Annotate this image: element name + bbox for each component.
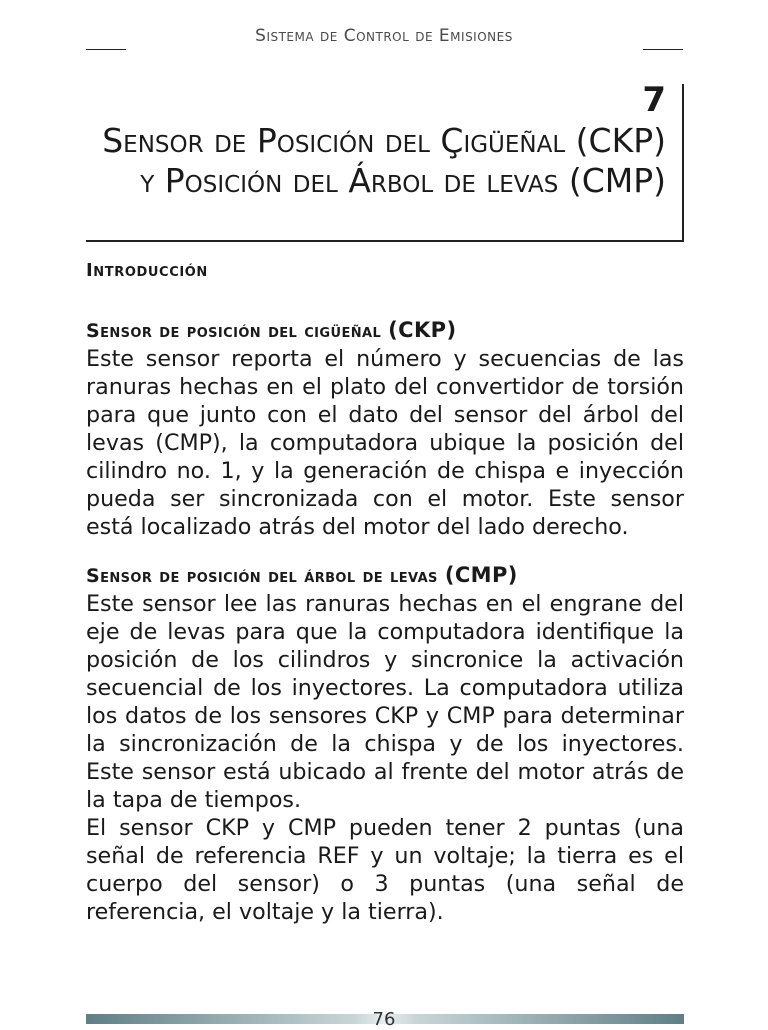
chapter-header <box>86 80 684 240</box>
header-rule-left <box>86 49 126 50</box>
header-rule-right <box>643 49 683 50</box>
page-number: 76 <box>372 1009 396 1030</box>
page-body <box>86 256 684 926</box>
chapter-rule <box>86 240 684 242</box>
running-head: Sistema de Control de Emisiones <box>255 26 513 46</box>
subheading-ckp-text: Sensor de posición del cigüeñal <box>86 320 382 342</box>
subheading-cmp-abbr: (CMP) <box>444 563 518 587</box>
paragraph-cmp-2: El sensor CKP y CMP pueden tener 2 puntas (una señal de referencia REF y un voltaje; la tierra es el cuerpo del sensor) o 3 puntas (una señal de referencia, el voltaje y la tierra). <box>86 815 684 925</box>
chapter-number: 7 <box>642 80 666 120</box>
chapter-title: Sensor de Posición del Çigüeñal (CKP) y Posición del Árbol de levas (CMP) <box>102 121 666 200</box>
section-heading-introduction: Introducción <box>86 260 208 281</box>
subheading-cmp-text: Sensor de posición del árbol de levas <box>86 565 438 587</box>
subheading-ckp-abbr: (CKP) <box>388 318 457 342</box>
subheading-cmp <box>86 561 684 590</box>
paragraph-cmp-1: Este sensor lee las ranuras hechas en el engrane del eje de levas para que la computadora identifique la posición de los cilindros y sincronice la activación secuencial de los inyectores. La computadora utiliza los datos de los sensores CKP y CMP para determinar la sincronización de la chispa y de los inyectores. Este sensor está ubicado al frente del motor atrás de la tapa de tiempos. <box>86 591 684 813</box>
subheading-ckp <box>86 316 684 345</box>
paragraph-ckp: Este sensor reporta el número y secuencias de las ranuras hechas en el plato del convertidor de torsión para que junto con el dato del sensor del árbol del levas (CMP), la computadora ubique la posición del cilindro no. 1, y la generación de chispa e inyección pueda ser sincronizada con el motor. Este sensor está localizado atrás del motor del lado derecho. <box>86 346 684 540</box>
